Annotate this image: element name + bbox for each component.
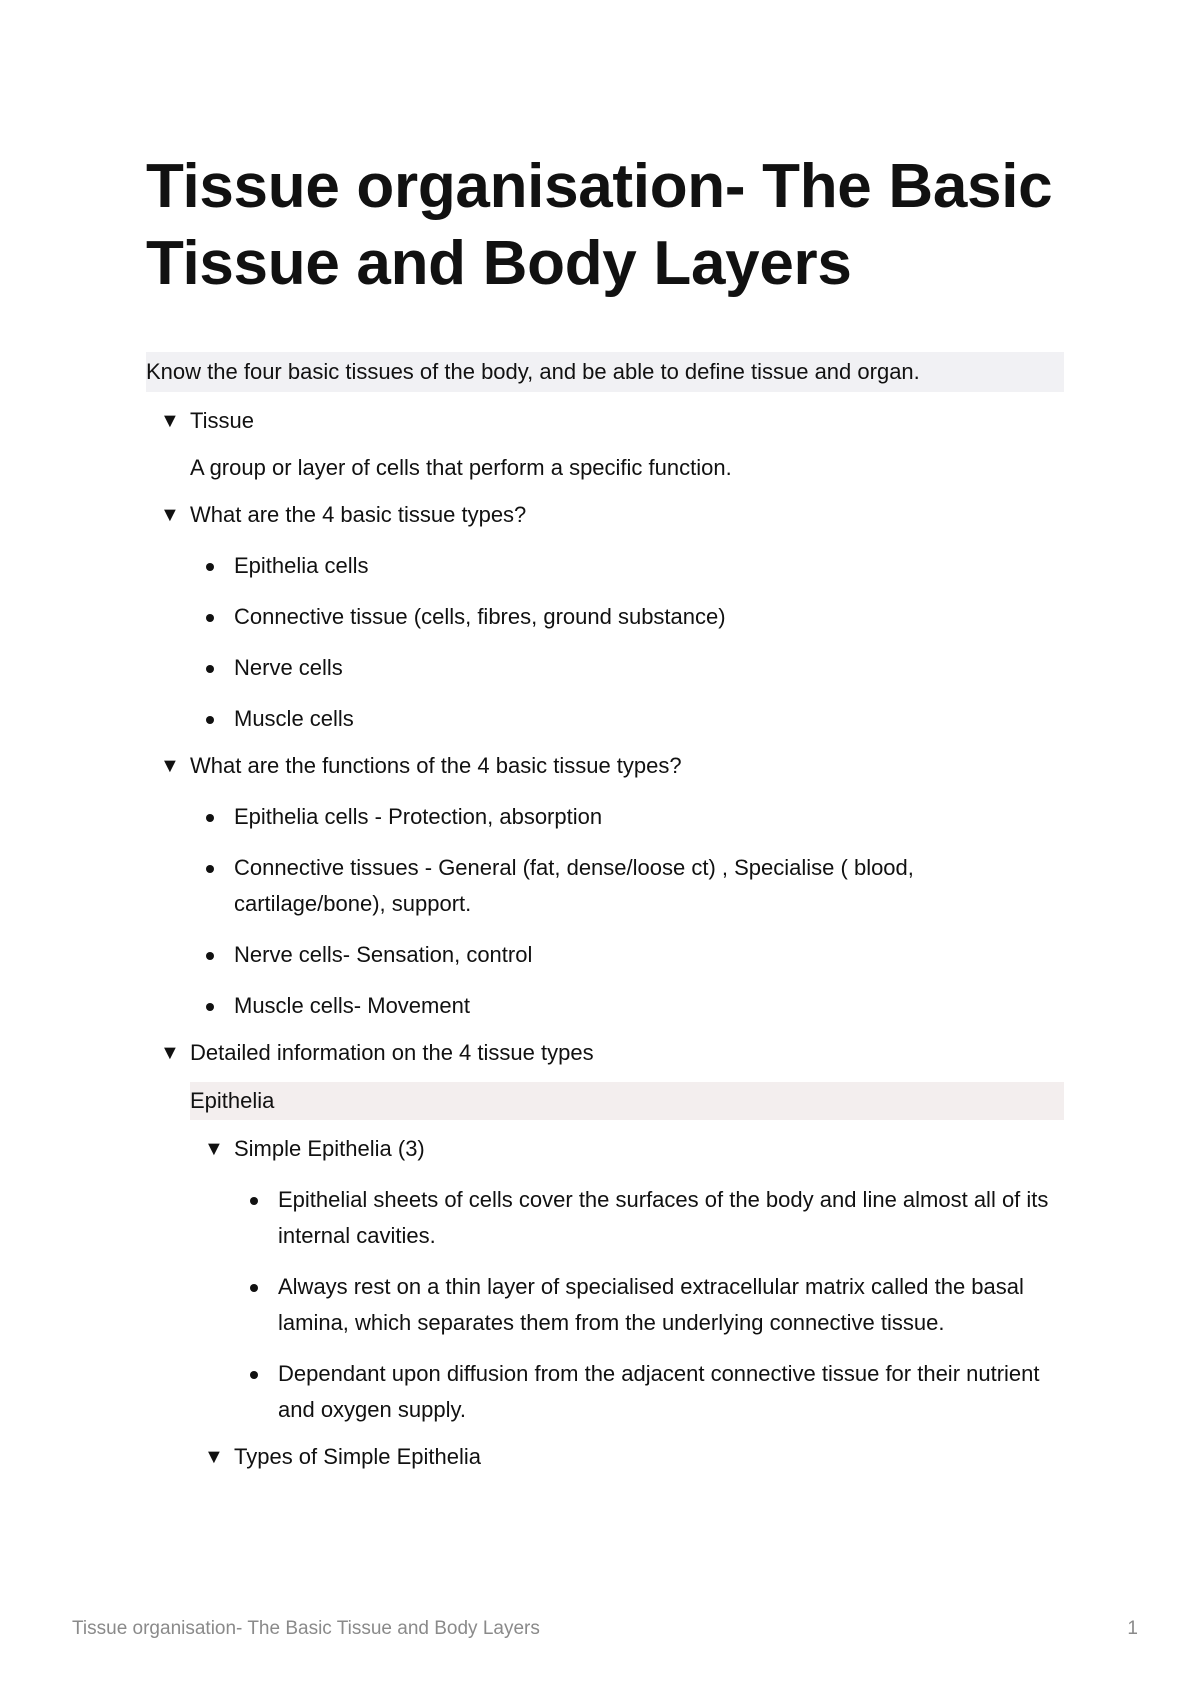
list-item <box>146 1356 1064 1428</box>
toggle-heading: Types of Simple Epithelia <box>234 1444 482 1469</box>
toggle-simple-epithelia[interactable] <box>146 1131 1064 1167</box>
toggle-tissue-functions[interactable] <box>146 748 1064 784</box>
list-item <box>146 548 1064 584</box>
bullet-dot <box>206 1003 214 1011</box>
tissue-definition: A group or layer of cells that perform a specific function. <box>190 455 732 480</box>
toggle-triangle-icon[interactable]: ▼ <box>160 504 180 526</box>
list-item-text: Nerve cells <box>234 655 343 680</box>
list-item <box>146 599 1064 635</box>
list-item <box>146 701 1064 737</box>
list-item-text: Connective tissue (cells, fibres, ground substance) <box>234 604 726 629</box>
list-item <box>146 937 1064 973</box>
toggle-heading: Tissue <box>190 408 254 433</box>
bullet-dot <box>250 1371 258 1379</box>
toggle-tissue-types[interactable] <box>146 497 1064 533</box>
list-item-text: Dependant upon diffusion from the adjacent connective tissue for their nutrient and oxygen supply. <box>278 1361 1040 1422</box>
list-item-text: Epithelia cells <box>234 553 369 578</box>
toggle-triangle-icon[interactable]: ▼ <box>160 410 180 432</box>
toggle-heading: What are the 4 basic tissue types? <box>190 502 527 527</box>
bullet-dot <box>206 952 214 960</box>
list-item-text: Muscle cells- Movement <box>234 993 470 1018</box>
list-item-text: Nerve cells- Sensation, control <box>234 942 533 967</box>
bullet-dot <box>206 614 214 622</box>
list-item <box>146 1269 1064 1341</box>
bullet-dot <box>250 1197 258 1205</box>
list-item <box>146 1182 1064 1254</box>
bullet-dot <box>250 1284 258 1292</box>
list-item <box>146 850 1064 922</box>
toggle-triangle-icon[interactable]: ▼ <box>204 1446 224 1468</box>
list-item-text: Epithelial sheets of cells cover the surfaces of the body and line almost all of its internal cavities. <box>278 1187 1049 1248</box>
toggle-detailed-info[interactable] <box>146 1035 1064 1071</box>
bullet-dot <box>206 563 214 571</box>
list-item-text: Connective tissues - General (fat, dense/loose ct) , Specialise ( blood, cartilage/bone), support. <box>234 855 914 916</box>
list-item-text: Epithelia cells - Protection, absorption <box>234 804 603 829</box>
toggle-triangle-icon[interactable]: ▼ <box>204 1138 224 1160</box>
learning-objective-callout: Know the four basic tissues of the body, and be able to define tissue and organ. <box>146 352 1064 392</box>
toggle-heading: Detailed information on the 4 tissue types <box>190 1040 594 1065</box>
toggle-heading: What are the functions of the 4 basic tissue types? <box>190 753 682 778</box>
page-footer <box>72 1618 1138 1640</box>
footer-title: Tissue organisation- The Basic Tissue and Body Layers <box>72 1618 540 1639</box>
toggle-triangle-icon[interactable]: ▼ <box>160 755 180 777</box>
bullet-dot <box>206 814 214 822</box>
bullet-dot <box>206 865 214 873</box>
list-item <box>146 988 1064 1024</box>
toggle-triangle-icon[interactable]: ▼ <box>160 1042 180 1064</box>
page-number: 1 <box>1127 1618 1138 1639</box>
list-item <box>146 799 1064 835</box>
toggle-types-simple-epithelia[interactable] <box>146 1439 1064 1475</box>
bullet-dot <box>206 665 214 673</box>
section-label-epithelia: Epithelia <box>190 1082 1064 1120</box>
page-content <box>146 148 1064 1475</box>
toggle-heading: Simple Epithelia (3) <box>234 1136 425 1161</box>
bullet-dot <box>206 716 214 724</box>
toggle-tissue[interactable] <box>146 403 1064 439</box>
list-item-text: Always rest on a thin layer of specialised extracellular matrix called the basal lamina, which separates them from the underlying connective tissue. <box>278 1274 1024 1335</box>
page-title: Tissue organisation- The Basic Tissue and Body Layers <box>146 152 1053 298</box>
list-item <box>146 650 1064 686</box>
list-item-text: Muscle cells <box>234 706 354 731</box>
